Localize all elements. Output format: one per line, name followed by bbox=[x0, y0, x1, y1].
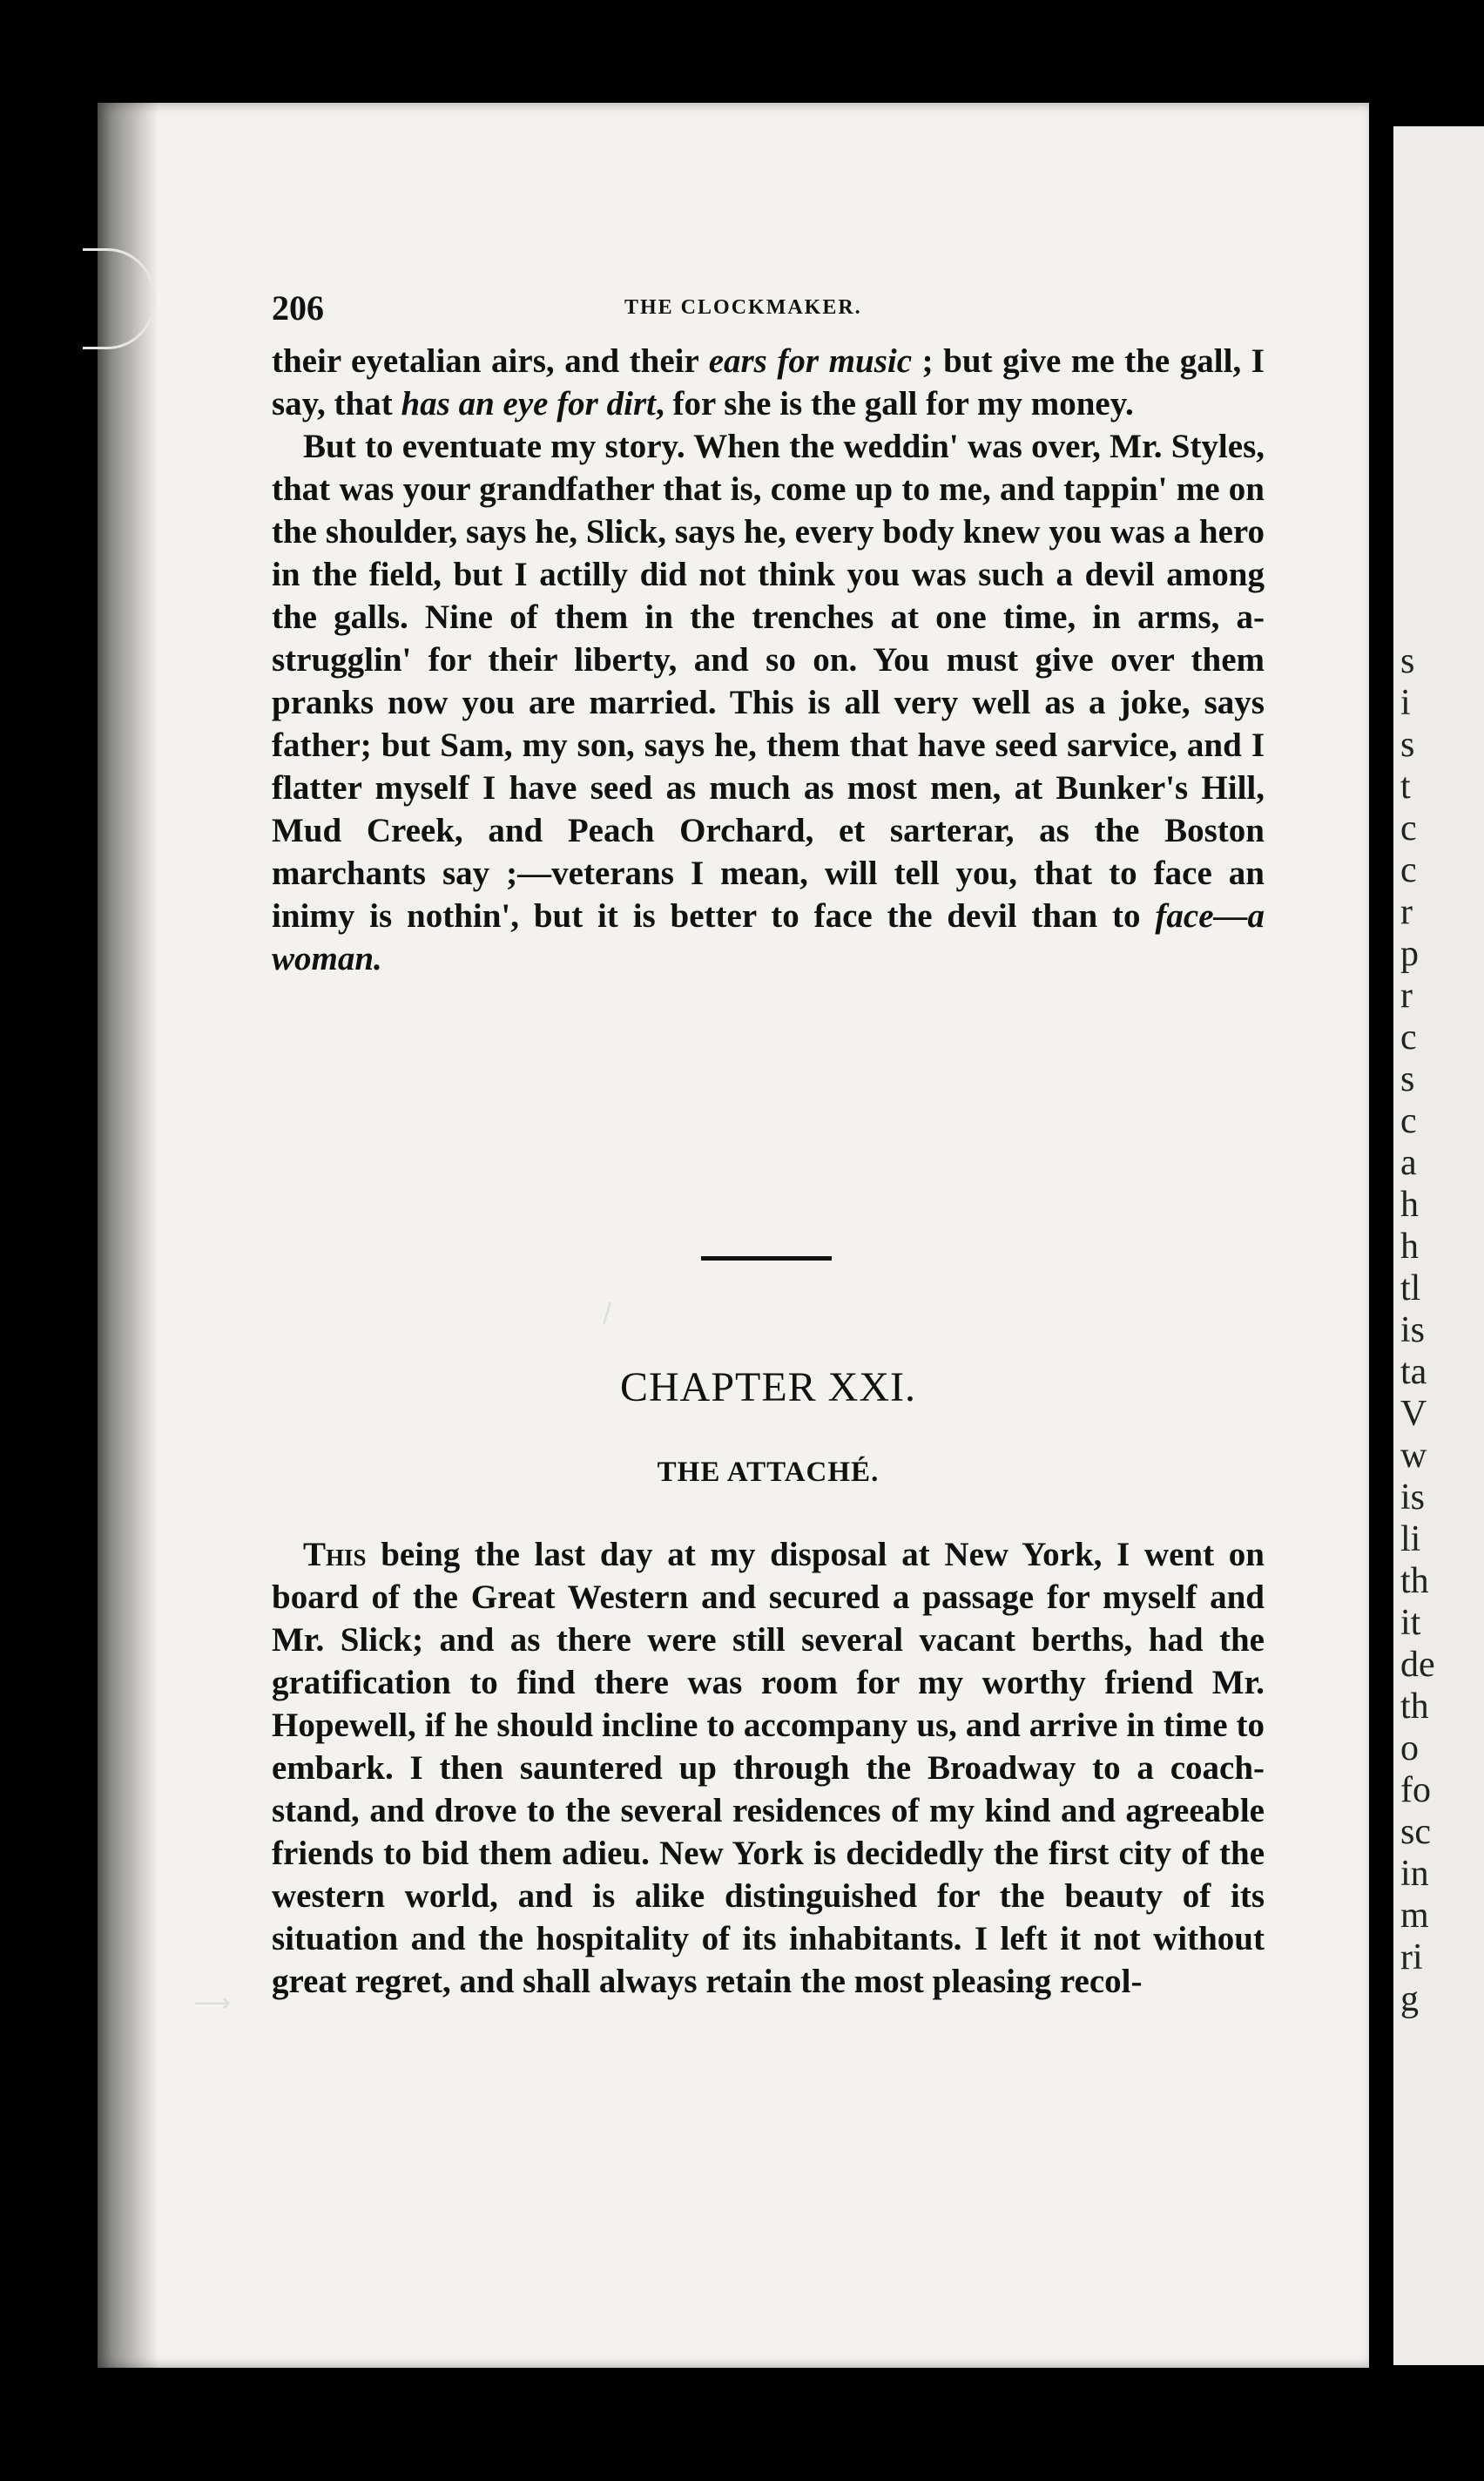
margin-arrow-mark: ⟶ bbox=[193, 1988, 232, 2018]
continuation-paragraph bbox=[272, 340, 1265, 425]
neighbour-letter: w bbox=[1400, 1436, 1427, 1476]
neighbour-letter: is bbox=[1400, 1477, 1426, 1518]
text-run: But to eventuate my story. When the weddin' was over, Mr. Styles, that was your grandfather that is, come up to me, and tappin' me on the shoulder, says he, Slick, says he, every body knew you was a hero in the field, but I actilly did not think you was such a devil among the galls. Nine of them in the trenches at one time, in arms, a-strugglin' for their liberty, and so on. You must give over them pranks now you are married. This is all very well as a joke, says father; but Sam, my son, says he, them that have seed sarvice, and I flatter myself I have seed as much as most men, at Bunker's Hill, Mud Creek, and Peach Orchard, et sarterar, as the Boston marchants say ;—veterans I mean, will tell you, that to face an inimy is nothin', but it is better to face the devil than to bbox=[272, 428, 1265, 935]
neighbour-letter: s bbox=[1400, 725, 1415, 765]
neighbour-letter: g bbox=[1400, 1979, 1419, 2019]
neighbour-letter: ri bbox=[1400, 1937, 1423, 1977]
text-run: , for she is the gall for my money. bbox=[655, 385, 1134, 423]
running-head bbox=[272, 287, 1265, 340]
neighbour-letter: a bbox=[1400, 1143, 1417, 1183]
neighbour-letter: r bbox=[1400, 892, 1413, 932]
neighbour-letter: h bbox=[1400, 1185, 1419, 1225]
neighbour-letter: th bbox=[1400, 1687, 1429, 1727]
neighbour-letter: sc bbox=[1400, 1812, 1431, 1852]
neighbour-letter: c bbox=[1400, 1101, 1417, 1141]
neighbour-letter: in bbox=[1400, 1854, 1429, 1894]
neighbour-letter: is bbox=[1400, 1310, 1426, 1350]
neighbour-letter: tl bbox=[1400, 1268, 1421, 1308]
italic-phrase: ears for music bbox=[708, 342, 913, 380]
neighbour-letter: fo bbox=[1400, 1770, 1431, 1810]
neighbour-letter: ta bbox=[1400, 1352, 1427, 1392]
chapter-lead-word: This bbox=[303, 1536, 367, 1573]
neighbour-letter: r bbox=[1400, 976, 1413, 1016]
neighbour-letter: t bbox=[1400, 767, 1411, 807]
neighbour-letter: c bbox=[1400, 1017, 1417, 1058]
stray-mark: / bbox=[603, 1298, 612, 1328]
neighbour-letter: p bbox=[1400, 934, 1419, 974]
neighbour-letter: h bbox=[1400, 1227, 1419, 1267]
chapter-paragraph bbox=[272, 1533, 1265, 2003]
text-run: their eyetalian airs, and their bbox=[272, 342, 709, 380]
neighbour-letter: it bbox=[1400, 1603, 1421, 1643]
neighbour-letter: c bbox=[1400, 850, 1417, 890]
text-run: ; but give me the gall, I say, that bbox=[272, 342, 1265, 423]
neighbour-letter: de bbox=[1400, 1645, 1435, 1685]
neighbour-letter: c bbox=[1400, 808, 1417, 848]
neighbour-letter: s bbox=[1400, 641, 1415, 681]
neighbour-letter: s bbox=[1400, 1059, 1415, 1099]
neighbour-letter: o bbox=[1400, 1728, 1419, 1768]
neighbour-letter: V bbox=[1400, 1394, 1427, 1434]
page-top-block bbox=[272, 287, 1265, 980]
italic-phrase: face—a woman. bbox=[272, 897, 1265, 977]
story-paragraph bbox=[272, 425, 1265, 980]
chapter-subtitle: THE ATTACHÉ. bbox=[657, 1457, 880, 1488]
page-number: 206 bbox=[272, 288, 324, 328]
section-divider bbox=[701, 1256, 832, 1261]
italic-phrase: has an eye for dirt bbox=[401, 385, 656, 423]
neighbour-page-edge bbox=[1393, 126, 1484, 2365]
gutter-shadow bbox=[98, 103, 159, 2368]
chapter-paragraph-text: being the last day at my disposal at New York, I went on board of the Great Western and secured a passage for myself and Mr. Slick; and as there were still several vacant berths, had the gratification to find there was room for my worthy friend Mr. Hopewell, if he should incline to accompany us, and arrive in time to embark. I then sauntered up through the Broadway to a coach-stand, and drove to the several residences of my kind and agreeable friends to bid them adieu. New York is decidedly the first city of the western world, and is alike distinguished for the beauty of its situation and the hospitality of its inhabitants. I left it not without great regret, and shall always retain the most pleasing recol- bbox=[272, 1536, 1265, 2000]
running-title: THE CLOCKMAKER. bbox=[624, 296, 862, 319]
neighbour-letter: th bbox=[1400, 1561, 1429, 1601]
neighbour-letter: li bbox=[1400, 1519, 1421, 1559]
chapter-title: CHAPTER XXI. bbox=[619, 1364, 916, 1410]
neighbour-letter: m bbox=[1400, 1896, 1429, 1936]
neighbour-letter: i bbox=[1400, 683, 1411, 723]
chapter-body bbox=[272, 1533, 1265, 2003]
